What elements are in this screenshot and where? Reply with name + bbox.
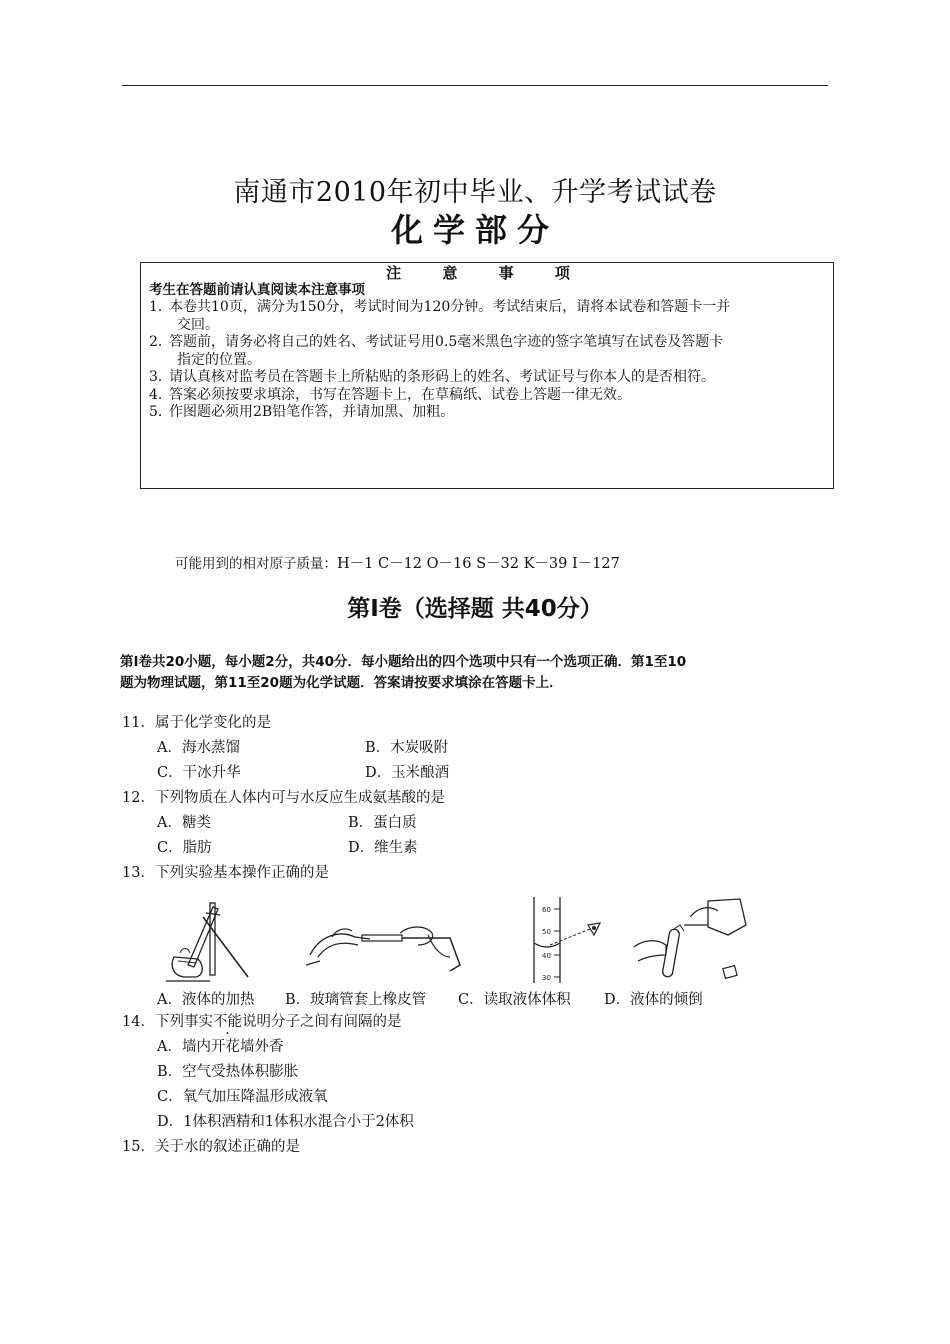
atomic-mass-line: [175, 552, 620, 573]
option-a: A．海水蒸馏: [157, 740, 240, 756]
tick-label: 40: [542, 952, 551, 960]
option-b: B．空气受热体积膨胀: [157, 1064, 299, 1080]
question-stem: 14．下列事实不能说明分子之间有间隔的是: [122, 1014, 402, 1030]
option-c: C．脂肪: [157, 840, 212, 856]
question-stem: 13．下列实验基本操作正确的是: [122, 865, 329, 881]
notice-heading: 注 意 事 项: [386, 264, 588, 282]
exam-title: 南通市2010年初中毕业、升学考试试卷: [233, 177, 717, 208]
question-stem: 12．下列物质在人体内可与水反应生成氨基酸的是: [122, 790, 445, 806]
tube-connecting-figure: [300, 895, 470, 987]
figure-label-b: B．玻璃管套上橡皮管: [285, 992, 427, 1008]
option-a: A．糖类: [157, 815, 211, 831]
option-b: B．木炭吸附: [365, 740, 449, 756]
cylinder-reading-figure: [520, 895, 610, 987]
emphasis-text: 不能: [212, 1014, 242, 1030]
notice-item: 1．本卷共10页，满分为150分，考试时间为120分钟。考试结束后，请将本试卷和答题卡一并 交回。: [149, 299, 731, 333]
section-title: 第Ⅰ卷（选择题 共40分）: [347, 596, 603, 622]
option-d: D．玉米酿酒: [365, 765, 450, 781]
option-c: C．干冰升华: [157, 765, 241, 781]
option-a: A．墙内开花墙外香: [157, 1039, 284, 1055]
option-d: D．维生素: [348, 840, 418, 856]
question-stem: 15．关于水的叙述正确的是: [122, 1139, 300, 1155]
notice-box: [140, 262, 834, 489]
tick-label: 30: [542, 974, 551, 982]
top-rule: [122, 85, 828, 86]
question-stem: 11．属于化学变化的是: [122, 715, 271, 731]
notice-item: 4．答案必须按要求填涂，书写在答题卡上，在草稿纸、试卷上答题一律无效。: [149, 386, 631, 403]
liquid-pouring-figure: [628, 895, 753, 987]
option-d: D．1体积酒精和1体积水混合小于2体积: [157, 1114, 414, 1130]
section-instructions: 第Ⅰ卷共20小题，每小题2分，共40分．每小题给出的四个选项中只有一个选项正确．第1至10 题为物理试题，第11至20题为化学试题．答案请按要求填涂在答题卡上．: [120, 654, 687, 691]
figure-label-a: A．液体的加热: [157, 992, 255, 1008]
subject-title: 化学部分: [390, 211, 559, 249]
option-c: C．氧气加压降温形成液氧: [157, 1089, 328, 1105]
notice-item: 2．答题前，请务必将自己的姓名、考试证号用0.5毫米黑色字迹的签字笔填写在试卷及答题卡 指定的位置。: [149, 334, 724, 368]
notice-item: 3．请认真核对监考员在答题卡上所粘贴的条形码上的姓名、考试证号与你本人的是否相符。: [149, 369, 715, 385]
tick-label: 50: [542, 928, 551, 936]
figure-label-d: D．液体的倾倒: [604, 992, 703, 1008]
atomic-mass-values: H－1 C－12 O－16 S－32 K－39 I－127: [337, 556, 620, 572]
atomic-mass-label: 可能用到的相对原子质量：: [175, 556, 337, 572]
option-b: B．蛋白质: [348, 815, 417, 831]
liquid-heating-figure: [158, 895, 268, 987]
figure-label-c: C．读取液体体积: [458, 992, 571, 1008]
notice-item: 5．作图题必须用2B铅笔作答，并请加黑、加粗。: [149, 404, 455, 420]
notice-subheading: 考生在答题前请认真阅读本注意事项: [149, 282, 365, 298]
tick-label: 60: [542, 906, 551, 914]
